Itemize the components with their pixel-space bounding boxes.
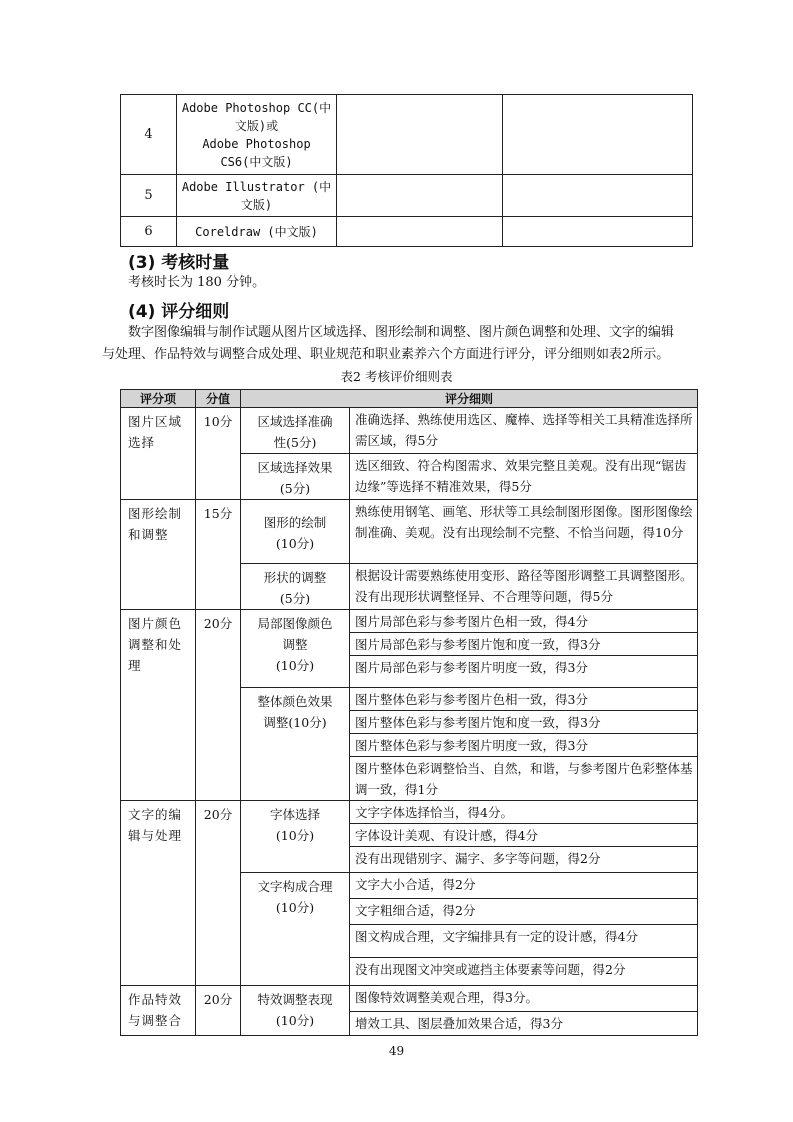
software-row-number: 4 <box>121 95 177 175</box>
software-name-line: Adobe Photoshop CC(中 <box>181 100 332 115</box>
criterion-detail: 图片整体色彩与参考图片色相一致，得3分 <box>350 688 698 711</box>
criterion-detail: 根据设计需要熟练使用变形、路径等图形调整工具调整图形。没有出现形状调整怪异、不合理等问题，得5分 <box>350 564 698 610</box>
header-points: 分值 <box>196 390 241 408</box>
software-name-line: Adobe Photoshop <box>202 136 311 151</box>
criterion-detail: 文字大小合适，得2分 <box>350 873 698 899</box>
sub-criterion-line: (10分) <box>275 658 315 673</box>
empty-cell <box>337 217 503 247</box>
software-row <box>121 95 693 175</box>
criterion-detail: 图片整体色彩与参考图片饱和度一致，得3分 <box>350 711 698 734</box>
table-row <box>121 801 698 824</box>
sub-criterion-line: 文字构成合理 <box>257 879 333 894</box>
scoring-intro-line1: 数字图像编辑与制作试题从图片区域选择、图形绘制和调整、图片颜色调整和处理、文字的编辑 <box>128 325 675 340</box>
scoring-table <box>120 389 698 1036</box>
criterion-item: 文字的编辑与处理 <box>121 801 196 986</box>
sub-criterion-line: 性(5分) <box>273 435 317 450</box>
sub-criterion-line: (10分) <box>275 828 315 843</box>
sub-criterion-line: 局部图像颜色 <box>257 616 333 631</box>
sub-criterion-line: (10分) <box>275 900 315 915</box>
criterion-points: 20分 <box>196 986 241 1036</box>
software-row <box>121 217 693 247</box>
criterion-item: 图片区域选择 <box>121 408 196 500</box>
sub-criterion <box>241 500 350 564</box>
software-name-line: Adobe Illustrator (中 <box>181 179 332 194</box>
header-detail: 评分细则 <box>241 390 698 408</box>
criterion-detail: 图片局部色彩与参考图片饱和度一致，得3分 <box>350 633 698 656</box>
criterion-detail: 图片局部色彩与参考图片色相一致，得4分 <box>350 610 698 633</box>
empty-cell <box>503 175 693 217</box>
page-number: 49 <box>388 1044 405 1058</box>
duration-text: 考核时长为 180 分钟。 <box>128 275 266 290</box>
empty-cell <box>503 95 693 175</box>
scoring-intro-line2: 与处理、作品特效与调整合成处理、职业规范和职业素养六个方面进行评分，评分细则如表2所示。 <box>102 347 670 362</box>
criterion-detail: 图片局部色彩与参考图片明度一致，得3分 <box>350 656 698 688</box>
software-name-line: 文版) <box>240 197 273 212</box>
software-row-number: 6 <box>121 217 177 247</box>
section-heading-scoring: (4) 评分细则 <box>128 302 230 322</box>
sub-criterion-line: 形状的调整 <box>263 570 327 585</box>
software-name <box>177 217 337 247</box>
criterion-detail: 图像特效调整美观合理，得3分。 <box>350 986 698 1012</box>
sub-criterion <box>241 986 350 1036</box>
software-name <box>177 95 337 175</box>
table-header-row <box>121 390 698 408</box>
criterion-detail: 文字粗细合适，得2分 <box>350 899 698 925</box>
criterion-item: 作品特效与调整合 <box>121 986 196 1036</box>
criterion-detail: 图片整体色彩与参考图片明度一致，得3分 <box>350 734 698 757</box>
sub-criterion-line: 区域选择效果 <box>257 460 333 475</box>
criterion-points: 20分 <box>196 801 241 986</box>
sub-criterion-line: (5分) <box>279 481 311 496</box>
table-row <box>121 408 698 454</box>
criterion-detail: 字体设计美观、有设计感，得4分 <box>350 824 698 847</box>
criterion-item: 图片颜色调整和处理 <box>121 610 196 801</box>
sub-criterion-line: 调整(10分) <box>263 715 327 730</box>
sub-criterion <box>241 873 350 986</box>
sub-criterion-line: (5分) <box>279 591 311 606</box>
sub-criterion <box>241 564 350 610</box>
criterion-detail: 文字字体选择恰当，得4分。 <box>350 801 698 824</box>
table-caption: 表2 考核评价细则表 <box>340 369 453 384</box>
sub-criterion-line: 特效调整表现 <box>257 992 333 1007</box>
sub-criterion <box>241 610 350 688</box>
criterion-detail: 没有出现图文冲突或遮挡主体要素等问题，得2分 <box>350 958 698 986</box>
empty-cell <box>337 175 503 217</box>
software-name <box>177 175 337 217</box>
sub-criterion-line: 调整 <box>282 637 308 652</box>
criterion-points: 20分 <box>196 610 241 801</box>
empty-cell <box>337 95 503 175</box>
criterion-detail: 准确选择、熟练使用选区、魔棒、选择等相关工具精准选择所需区域，得5分 <box>350 408 698 454</box>
header-item: 评分项 <box>121 390 196 408</box>
software-name-line: CS6(中文版) <box>220 154 293 169</box>
sub-criterion-line: (10分) <box>275 536 315 551</box>
criterion-detail: 图片整体色彩调整恰当、自然，和谐，与参考图片色彩整体基调一致，得1分 <box>350 757 698 801</box>
table-row <box>121 610 698 633</box>
criterion-detail: 熟练使用钢笔、画笔、形状等工具绘制图形图像。图形图像绘制准确、美观。没有出现绘制不完整、不恰当问题，得10分 <box>350 500 698 564</box>
software-row-number: 5 <box>121 175 177 217</box>
software-table <box>120 94 693 247</box>
table-row <box>121 986 698 1012</box>
criterion-detail: 增效工具、图层叠加效果合适，得3分 <box>350 1012 698 1036</box>
empty-cell <box>503 217 693 247</box>
sub-criterion-line: 图形的绘制 <box>263 515 327 530</box>
software-row <box>121 175 693 217</box>
software-name-line: 文版)或 <box>234 118 279 133</box>
criterion-points: 15分 <box>196 500 241 610</box>
sub-criterion <box>241 454 350 500</box>
criterion-detail: 没有出现错别字、漏字、多字等问题，得2分 <box>350 847 698 873</box>
sub-criterion-line: (10分) <box>275 1013 315 1028</box>
sub-criterion <box>241 688 350 801</box>
criterion-points: 10分 <box>196 408 241 500</box>
table-row <box>121 500 698 564</box>
section-heading-duration: (3) 考核时量 <box>128 253 230 273</box>
criterion-detail: 选区细致、符合构图需求、效果完整且美观。没有出现“锯齿边缘”等选择不精准效果，得5分 <box>350 454 698 500</box>
sub-criterion <box>241 801 350 873</box>
sub-criterion-line: 区域选择准确 <box>257 414 333 429</box>
sub-criterion-line: 整体颜色效果 <box>257 694 333 709</box>
sub-criterion-line: 字体选择 <box>269 807 320 822</box>
criterion-item: 图形绘制和调整 <box>121 500 196 610</box>
sub-criterion <box>241 408 350 454</box>
criterion-detail: 图文构成合理，文字编排具有一定的设计感，得4分 <box>350 925 698 958</box>
software-name-line: Coreldraw (中文版) <box>195 224 318 239</box>
